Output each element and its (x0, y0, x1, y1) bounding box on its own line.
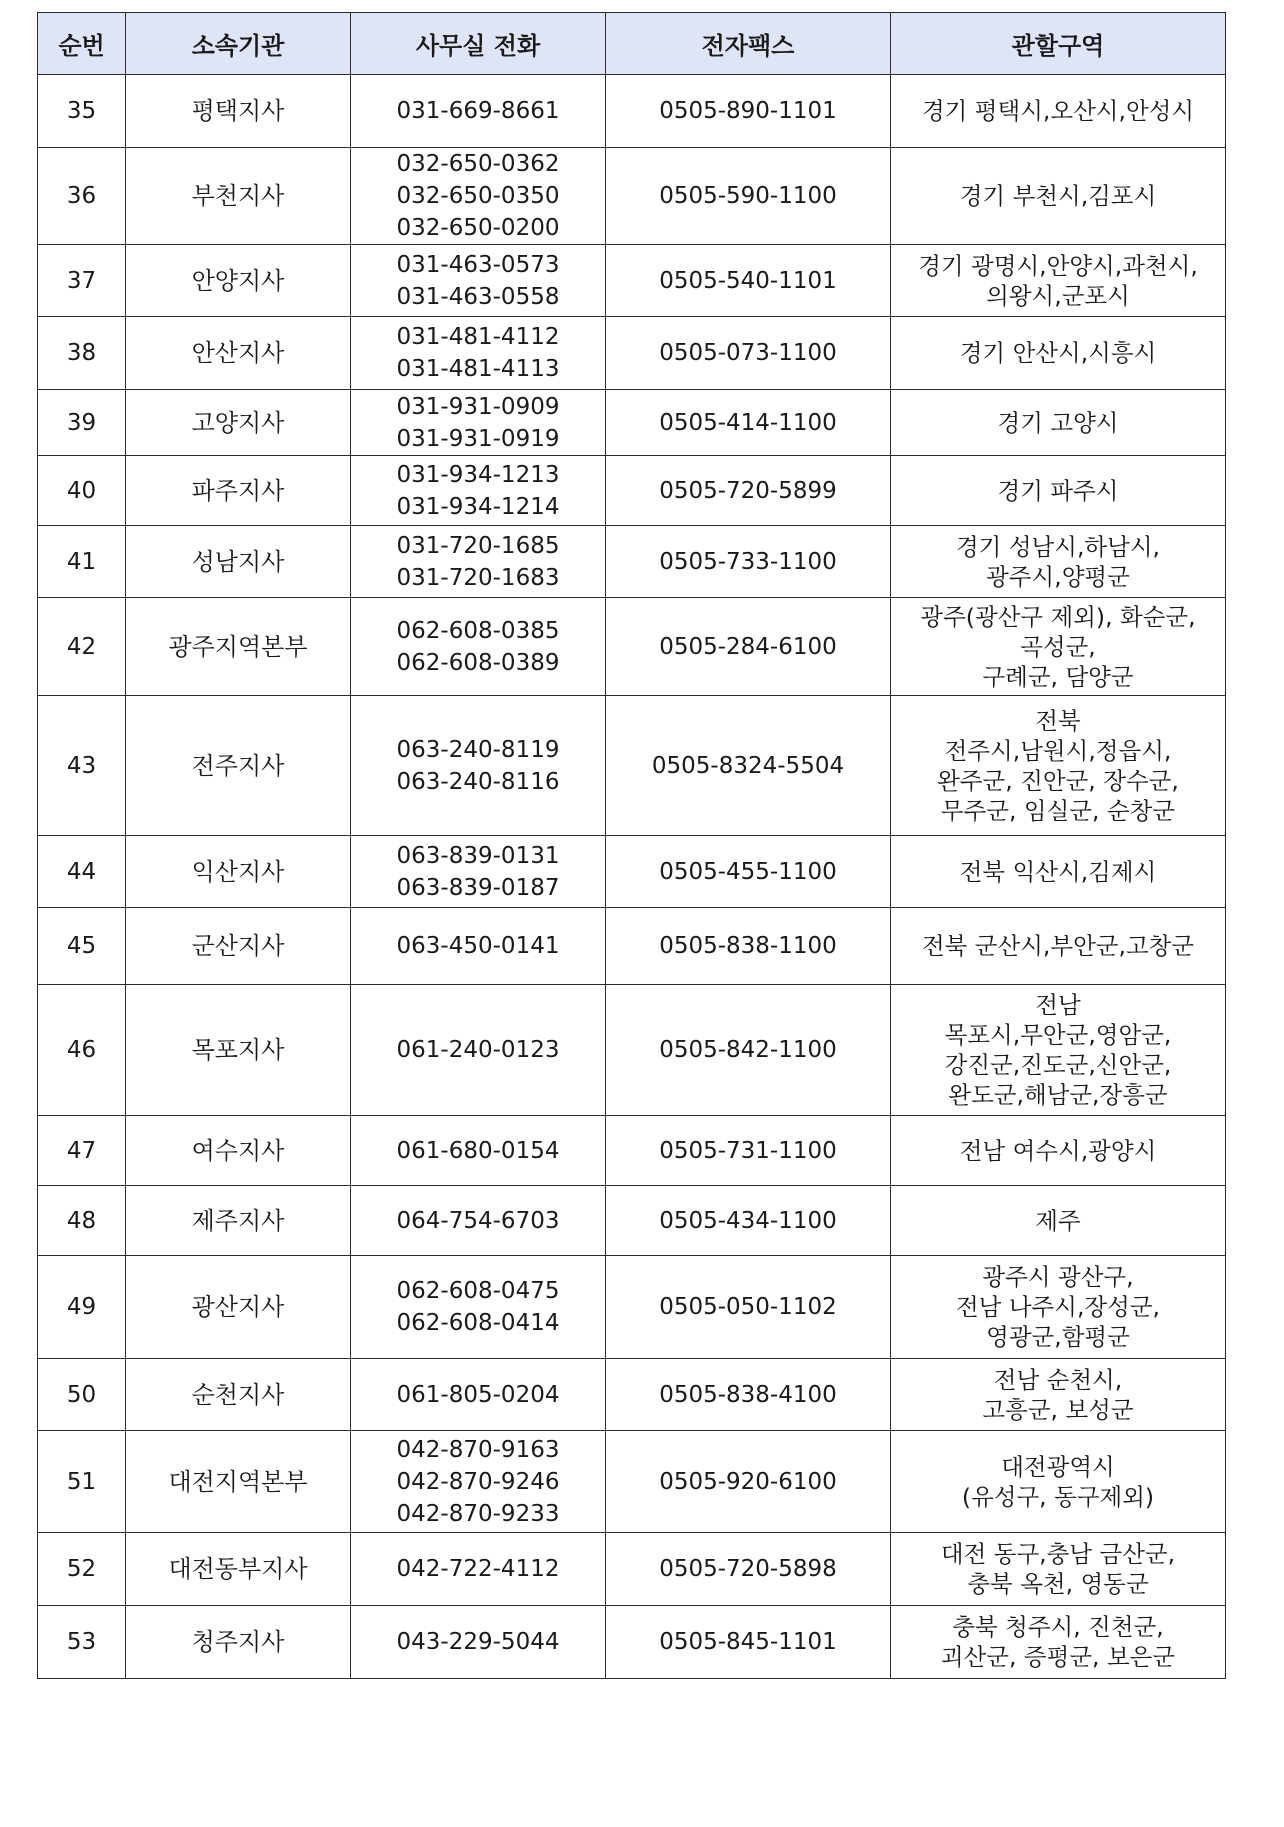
cell-number: 46 (38, 985, 126, 1116)
phone-number: 063-839-0187 (396, 874, 560, 901)
cell-organization: 성남지사 (126, 526, 351, 598)
header-organization: 소속기관 (126, 13, 351, 75)
header-jurisdiction: 관할구역 (891, 13, 1226, 75)
jurisdiction-line: 경기 안산시,시흥시 (959, 339, 1157, 367)
cell-organization: 여수지사 (126, 1116, 351, 1186)
cell-office-phone (351, 908, 606, 985)
cell-number: 47 (38, 1116, 126, 1186)
phone-number: 032-650-0200 (396, 215, 560, 241)
cell-organization: 목포지사 (126, 985, 351, 1116)
jurisdiction-line: 광주시 광산구, (982, 1263, 1134, 1291)
jurisdiction-line: 전북 (1035, 706, 1081, 735)
cell-office-phone (351, 1606, 606, 1679)
phone-number: 063-240-8119 (396, 736, 560, 763)
cell-office-phone (351, 526, 606, 598)
cell-office-phone (351, 1186, 606, 1256)
header-office-phone: 사무실 전화 (351, 13, 606, 75)
cell-e-fax: 0505-414-1100 (606, 390, 891, 456)
cell-e-fax: 0505-733-1100 (606, 526, 891, 598)
cell-office-phone (351, 75, 606, 148)
office-directory-table (37, 12, 1226, 1679)
cell-number: 43 (38, 696, 126, 836)
table-row (38, 696, 1226, 836)
phone-number: 042-722-4112 (396, 1556, 560, 1582)
jurisdiction-line: 괴산군, 증평군, 보은군 (940, 1643, 1176, 1671)
table-row (38, 985, 1226, 1116)
jurisdiction-line: 광주시,양평군 (986, 562, 1130, 591)
phone-number: 061-805-0204 (396, 1381, 560, 1408)
jurisdiction-line: 강진군,진도군,신안군, (944, 1051, 1172, 1079)
cell-office-phone (351, 1431, 606, 1533)
phone-number: 062-608-0389 (396, 649, 560, 676)
table-row (38, 1431, 1226, 1533)
jurisdiction-line: 완주군, 진안군, 장수군, (937, 766, 1179, 795)
cell-organization: 대전동부지사 (126, 1533, 351, 1606)
jurisdiction-line: 제주 (1035, 1206, 1081, 1235)
phone-number: 031-720-1683 (396, 564, 560, 591)
cell-e-fax: 0505-284-6100 (606, 598, 891, 696)
cell-jurisdiction (891, 148, 1226, 245)
cell-number: 45 (38, 908, 126, 985)
phone-number: 031-934-1213 (396, 461, 560, 488)
table-row (38, 1116, 1226, 1186)
cell-office-phone (351, 1116, 606, 1186)
phone-number: 062-608-0475 (396, 1278, 560, 1304)
jurisdiction-line: 광주(광산구 제외), 화순군, (920, 602, 1196, 631)
cell-organization: 광산지사 (126, 1256, 351, 1359)
cell-organization: 전주지사 (126, 696, 351, 836)
jurisdiction-line: 목포시,무안군,영암군, (944, 1021, 1172, 1049)
phone-number: 062-608-0414 (396, 1310, 560, 1336)
jurisdiction-line: 경기 광명시,안양시,과천시, (918, 251, 1198, 280)
cell-office-phone (351, 317, 606, 390)
cell-organization: 부천지사 (126, 148, 351, 245)
cell-number: 38 (38, 317, 126, 390)
cell-e-fax: 0505-720-5899 (606, 456, 891, 526)
cell-number: 50 (38, 1359, 126, 1431)
header-number: 순번 (38, 13, 126, 75)
phone-number: 031-931-0909 (396, 393, 560, 420)
cell-jurisdiction (891, 245, 1226, 317)
cell-jurisdiction (891, 390, 1226, 456)
cell-number: 49 (38, 1256, 126, 1359)
phone-number: 061-240-0123 (396, 1037, 560, 1063)
phone-number: 061-680-0154 (396, 1137, 560, 1164)
jurisdiction-line: 경기 파주시 (997, 476, 1119, 505)
table-row (38, 1606, 1226, 1679)
jurisdiction-line: 전남 순천시, (993, 1365, 1123, 1394)
jurisdiction-line: 대전광역시 (1001, 1452, 1115, 1481)
table-row (38, 836, 1226, 908)
cell-organization: 평택지사 (126, 75, 351, 148)
table-row (38, 1533, 1226, 1606)
cell-office-phone (351, 390, 606, 456)
phone-number: 031-481-4112 (396, 324, 560, 350)
cell-office-phone (351, 696, 606, 836)
jurisdiction-line: 완도군,해남군,장흥군 (948, 1081, 1168, 1109)
cell-organization: 청주지사 (126, 1606, 351, 1679)
table-row (38, 908, 1226, 985)
jurisdiction-line: 전남 여수시,광양시 (959, 1136, 1157, 1165)
cell-organization: 고양지사 (126, 390, 351, 456)
cell-office-phone (351, 148, 606, 245)
table-row (38, 456, 1226, 526)
table-row (38, 1186, 1226, 1256)
phone-number: 063-839-0131 (396, 842, 560, 869)
jurisdiction-line: 경기 성남시,하남시, (955, 532, 1161, 561)
cell-organization: 익산지사 (126, 836, 351, 908)
cell-e-fax: 0505-890-1101 (606, 75, 891, 148)
header-row (38, 13, 1226, 75)
phone-number: 062-608-0385 (396, 617, 560, 644)
cell-office-phone (351, 1359, 606, 1431)
cell-e-fax: 0505-455-1100 (606, 836, 891, 908)
cell-office-phone (351, 985, 606, 1116)
cell-organization: 제주지사 (126, 1186, 351, 1256)
phone-number: 032-650-0362 (396, 151, 560, 177)
cell-office-phone (351, 1533, 606, 1606)
phone-number: 042-870-9246 (396, 1468, 560, 1495)
cell-e-fax: 0505-073-1100 (606, 317, 891, 390)
table-row (38, 598, 1226, 696)
table-body (38, 75, 1226, 1679)
cell-organization: 대전지역본부 (126, 1431, 351, 1533)
cell-organization: 순천지사 (126, 1359, 351, 1431)
cell-office-phone (351, 245, 606, 317)
jurisdiction-line: 경기 고양시 (997, 408, 1119, 437)
cell-jurisdiction (891, 317, 1226, 390)
cell-number: 37 (38, 245, 126, 317)
cell-jurisdiction (891, 908, 1226, 985)
table-row (38, 1359, 1226, 1431)
phone-number: 031-934-1214 (396, 493, 560, 520)
header-e-fax: 전자팩스 (606, 13, 891, 75)
cell-number: 44 (38, 836, 126, 908)
phone-number: 063-450-0141 (396, 933, 560, 959)
jurisdiction-line: 경기 부천시,김포시 (959, 182, 1157, 210)
cell-e-fax: 0505-842-1100 (606, 985, 891, 1116)
cell-number: 48 (38, 1186, 126, 1256)
phone-number: 031-720-1685 (396, 532, 560, 559)
table-row (38, 1256, 1226, 1359)
jurisdiction-line: 대전 동구,충남 금산군, (940, 1540, 1176, 1568)
cell-jurisdiction (891, 985, 1226, 1116)
phone-number: 063-240-8116 (396, 768, 560, 795)
table-row (38, 526, 1226, 598)
cell-office-phone (351, 1256, 606, 1359)
phone-number: 031-931-0919 (396, 425, 560, 452)
cell-jurisdiction (891, 75, 1226, 148)
jurisdiction-line: 고흥군, 보성군 (982, 1395, 1134, 1424)
phone-number: 031-481-4113 (396, 356, 560, 382)
phone-number: 031-463-0573 (396, 251, 560, 278)
phone-number: 043-229-5044 (396, 1629, 560, 1655)
table-row (38, 75, 1226, 148)
jurisdiction-line: 전남 (1035, 991, 1081, 1019)
cell-e-fax: 0505-590-1100 (606, 148, 891, 245)
jurisdiction-line: 전북 익산시,김제시 (959, 857, 1157, 886)
cell-jurisdiction (891, 598, 1226, 696)
cell-jurisdiction (891, 1606, 1226, 1679)
jurisdiction-line: 충북 옥천, 영동군 (967, 1570, 1149, 1598)
cell-number: 35 (38, 75, 126, 148)
cell-e-fax: 0505-540-1101 (606, 245, 891, 317)
cell-jurisdiction (891, 1186, 1226, 1256)
cell-organization: 안산지사 (126, 317, 351, 390)
phone-number: 042-870-9163 (396, 1436, 560, 1463)
jurisdiction-line: 곡성군, (1020, 632, 1096, 661)
table-row (38, 390, 1226, 456)
jurisdiction-line: 전주시,남원시,정읍시, (944, 736, 1172, 765)
cell-jurisdiction (891, 1431, 1226, 1533)
phone-number: 032-650-0350 (396, 183, 560, 209)
cell-e-fax: 0505-731-1100 (606, 1116, 891, 1186)
cell-jurisdiction (891, 1533, 1226, 1606)
table-header (38, 13, 1226, 75)
cell-jurisdiction (891, 696, 1226, 836)
jurisdiction-line: 전남 나주시,장성군, (955, 1293, 1161, 1321)
jurisdiction-line: 구례군, 담양군 (982, 662, 1134, 691)
jurisdiction-line: (유성구, 동구제외) (961, 1482, 1155, 1511)
cell-number: 40 (38, 456, 126, 526)
table-row (38, 245, 1226, 317)
cell-e-fax: 0505-050-1102 (606, 1256, 891, 1359)
phone-number: 031-669-8661 (396, 98, 560, 124)
cell-e-fax: 0505-434-1100 (606, 1186, 891, 1256)
cell-office-phone (351, 456, 606, 526)
jurisdiction-line: 충북 청주시, 진천군, (952, 1613, 1164, 1641)
jurisdiction-line: 경기 평택시,오산시,안성시 (921, 97, 1195, 125)
jurisdiction-line: 의왕시,군포시 (986, 281, 1130, 310)
cell-jurisdiction (891, 1256, 1226, 1359)
cell-office-phone (351, 836, 606, 908)
cell-e-fax: 0505-838-4100 (606, 1359, 891, 1431)
cell-number: 41 (38, 526, 126, 598)
cell-e-fax: 0505-720-5898 (606, 1533, 891, 1606)
cell-e-fax: 0505-8324-5504 (606, 696, 891, 836)
cell-e-fax: 0505-920-6100 (606, 1431, 891, 1533)
phone-number: 064-754-6703 (396, 1207, 560, 1234)
table-row (38, 317, 1226, 390)
cell-number: 42 (38, 598, 126, 696)
cell-office-phone (351, 598, 606, 696)
cell-e-fax: 0505-838-1100 (606, 908, 891, 985)
cell-organization: 광주지역본부 (126, 598, 351, 696)
cell-number: 51 (38, 1431, 126, 1533)
cell-number: 39 (38, 390, 126, 456)
cell-number: 52 (38, 1533, 126, 1606)
cell-jurisdiction (891, 456, 1226, 526)
cell-organization: 군산지사 (126, 908, 351, 985)
jurisdiction-line: 영광군,함평군 (986, 1323, 1130, 1351)
cell-organization: 안양지사 (126, 245, 351, 317)
cell-jurisdiction (891, 1359, 1226, 1431)
cell-number: 36 (38, 148, 126, 245)
phone-number: 031-463-0558 (396, 283, 560, 310)
jurisdiction-line: 무주군, 임실군, 순창군 (940, 796, 1176, 825)
table-row (38, 148, 1226, 245)
cell-jurisdiction (891, 526, 1226, 598)
cell-jurisdiction (891, 836, 1226, 908)
cell-number: 53 (38, 1606, 126, 1679)
jurisdiction-line: 전북 군산시,부안군,고창군 (921, 932, 1195, 960)
cell-jurisdiction (891, 1116, 1226, 1186)
phone-number: 042-870-9233 (396, 1500, 560, 1527)
cell-organization: 파주지사 (126, 456, 351, 526)
cell-e-fax: 0505-845-1101 (606, 1606, 891, 1679)
